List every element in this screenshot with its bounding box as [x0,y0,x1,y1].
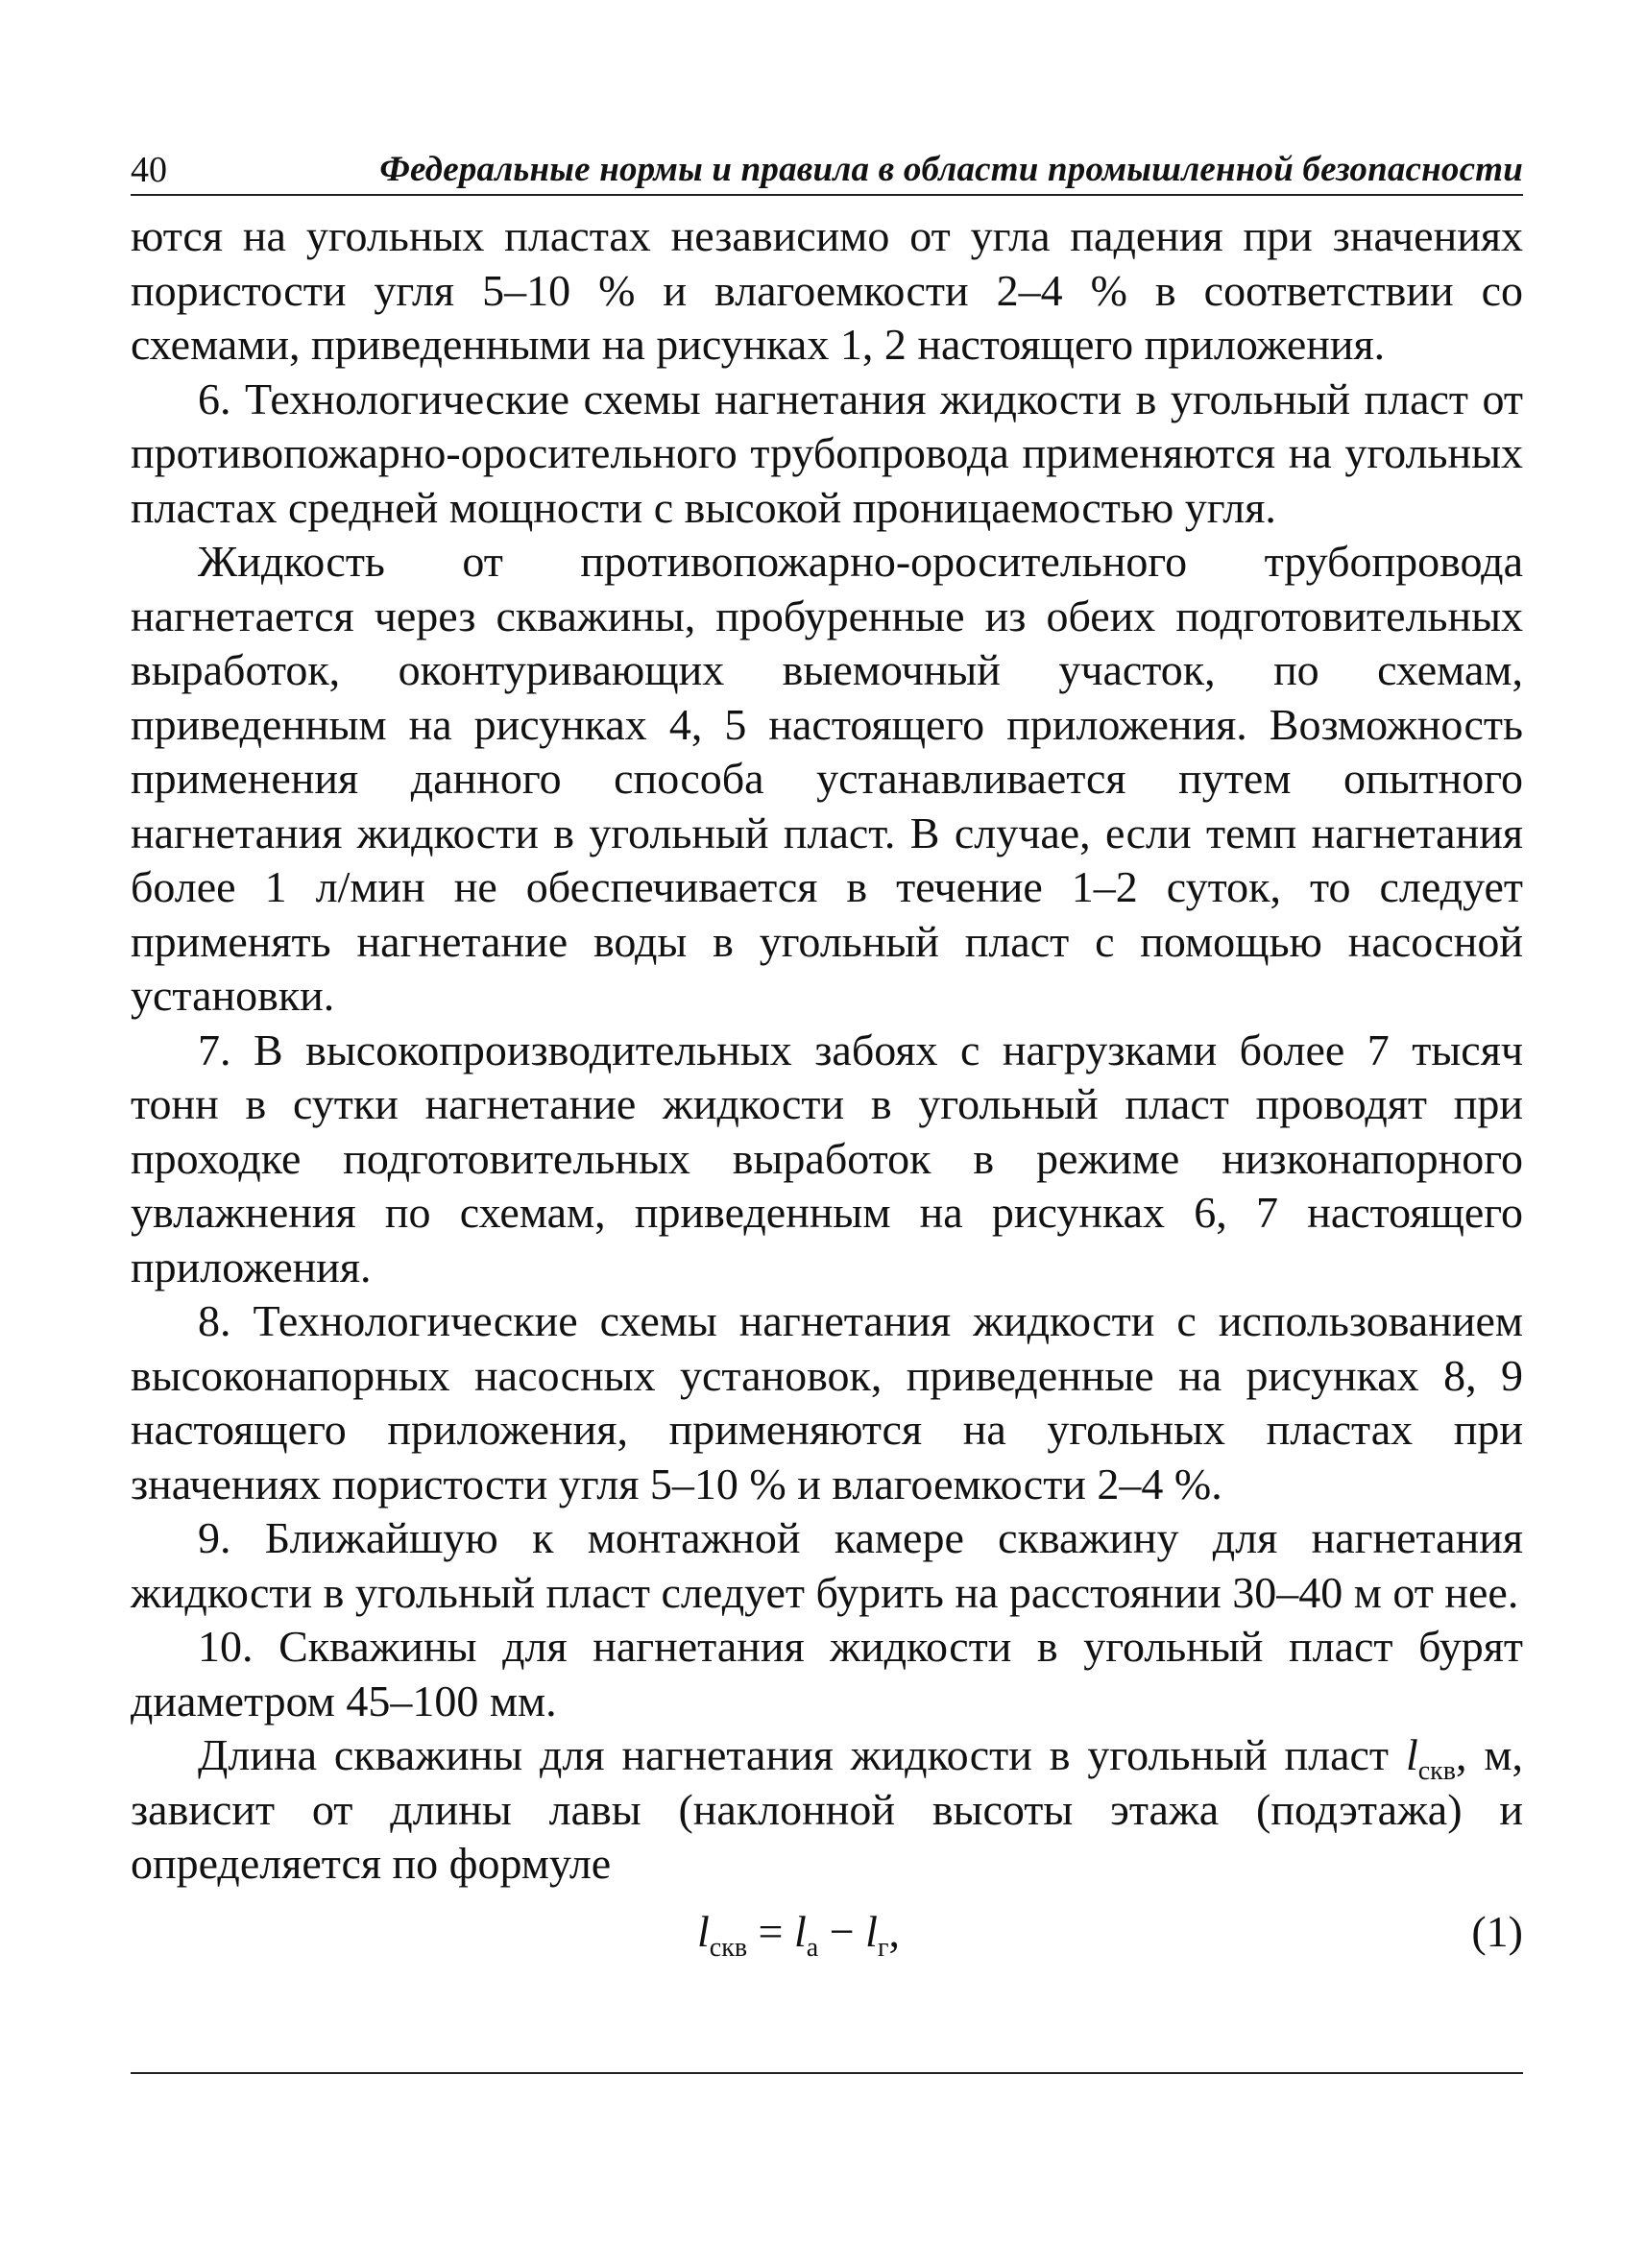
body-text [131,209,1523,1966]
borehole-text-end: , м, зависит от длины лавы (наклонной высоты этажа (подэтажа) и определяется по формуле [131,1730,1524,1888]
footer-divider [131,2072,1523,2074]
formula-equals: = [747,1906,794,1956]
formula [697,1905,900,1963]
paragraph-item-9: 9. Ближайшую к монтажной камере скважину для нагнетания жидкости в угольный пласт следует бурить на расстоянии 30–40 м от нее. [131,1513,1523,1617]
borehole-length-symbol [1405,1730,1456,1786]
borehole-text-start: Длина скважины для нагнетания жидкости в угольный пласт [198,1730,1406,1779]
borehole-length-subscript: скв [1417,1756,1456,1786]
formula-tail: , [888,1906,900,1956]
paragraph-item-10: 10. Скважины для нагнетания жидкости в угольный пласт бурят диаметром 45–100 мм. [131,1622,1523,1725]
paragraph-continuation: ются на угольных пластах независимо от угла падения при значениях пористости угля 5–10 % и влагоемкости 2–4 % в соответствии со схемами, приведенными на рисунках 1, 2 настоящего приложения. [131,211,1523,369]
borehole-length-var: l [1405,1730,1418,1779]
paragraph-item-6-detail: Жидкость от противопожарно-оросительного трубопровода нагнетается через скважины, пробуренные из обеих подготовительных выработок, оконтуривающих выемочный участок, по схемам, приведенным на рисунках 4, 5 настоящего приложения. Возможность применения данного способа устанавливается путем опытного нагнетания жидкости в угольный пласт. В случае, если темп нагнетания более 1 л/мин не обеспечивается в течение 1–2 суток, то следует применять нагнетание воды в угольный пласт с помощью насосной установки. [131,537,1523,1020]
running-title: Федеральные нормы и правила в области промышленной безопасности [379,150,1523,189]
formula-term1-var: l [794,1906,807,1956]
formula-line [131,1899,1523,1966]
page-number: 40 [131,150,167,190]
formula-lhs-sub: скв [709,1932,748,1963]
formula-term2-sub: г [877,1932,889,1963]
formula-lhs-var: l [697,1906,710,1956]
paragraph-borehole-length [131,1728,1523,1892]
formula-minus: − [818,1906,866,1956]
paragraph-item-8: 8. Технологические схемы нагнетания жидкости с использованием высоконапорных насосных установок, приведенные на рисунках 8, 9 настоящего приложения, применяются на угольных пластах при значениях пористости угля 5–10 % и влагоемкости 2–4 %. [131,1296,1523,1508]
page [131,144,1523,1966]
paragraph-item-7: 7. В высокопроизводительных забоях с нагрузками более 7 тысяч тонн в сутки нагнетание жидкости в угольный пласт проводят при проходке подготовительных выработок в режиме низконапорного увлажнения по схемам, приведенным на рисунках 6, 7 настоящего приложения. [131,1025,1523,1291]
formula-term1-sub: а [806,1932,819,1963]
paragraph-item-6: 6. Технологические схемы нагнетания жидкости в угольный пласт от противопожарно-оросительного трубопровода применяются на угольных пластах средней мощности с высокой проницаемостью угля. [131,374,1523,532]
formula-term2-var: l [865,1906,878,1956]
formula-number: (1) [1471,1906,1523,1956]
running-header [131,144,1523,196]
